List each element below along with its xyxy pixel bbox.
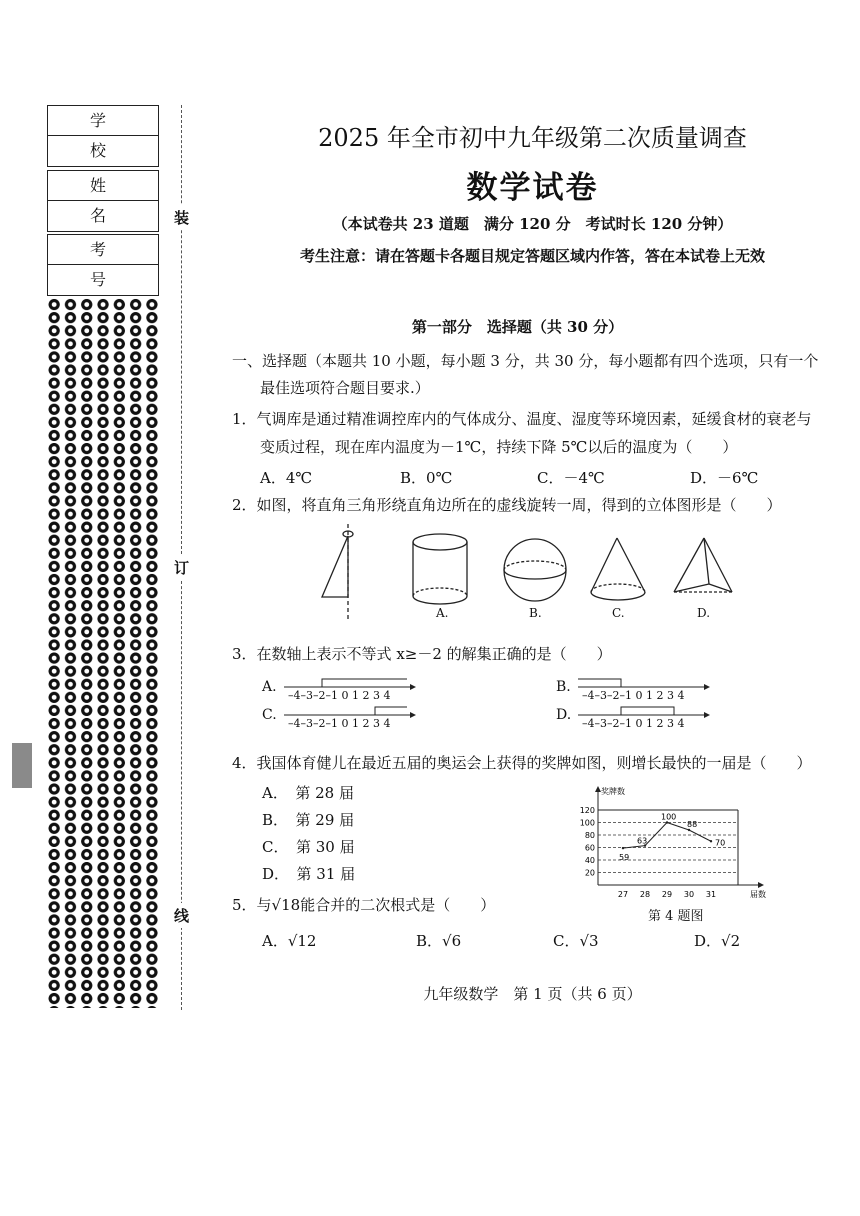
q4-option-a: A． 第 28 届 xyxy=(262,784,354,802)
q2-label-b: B. xyxy=(529,606,542,620)
grey-tab xyxy=(12,743,32,788)
x-axis-label: 届数 xyxy=(750,890,766,899)
q3-ticks-b: –4–3–2–1 0 1 2 3 4 xyxy=(582,689,685,702)
data-point xyxy=(710,840,712,842)
q5-option-c: C．√3 xyxy=(553,932,599,950)
q3-ticks-a: –4–3–2–1 0 1 2 3 4 xyxy=(288,689,391,702)
q4-option-b: B． 第 29 届 xyxy=(262,811,355,829)
q2-text: 2．如图，将直角三角形绕直角边所在的虚线旋转一周，得到的立体图形是（ ） xyxy=(232,496,782,514)
x-tick-label: 31 xyxy=(705,890,717,899)
q3-option-b: B. xyxy=(556,679,571,695)
q2-sphere xyxy=(504,539,566,601)
data-point xyxy=(666,821,668,823)
q1-line2: 变质过程，现在库内温度为－1℃，持续下降 5℃以后的温度为（ ） xyxy=(260,438,738,456)
y-tick-label: 60 xyxy=(584,843,595,853)
school-label: 学校 xyxy=(48,106,158,136)
exam-title: 2025 年全市初中九年级第二次质量调查 xyxy=(318,124,747,152)
exam-notice: 考生注意：请在答题卡各题目规定答题区域内作答，答在本试卷上无效 xyxy=(299,247,765,265)
name-label: 姓名 xyxy=(48,171,158,201)
id-label: 考号 xyxy=(48,235,158,265)
data-label: 100 xyxy=(661,812,677,822)
q3-option-c: C. xyxy=(262,707,277,723)
x-axis-arrow xyxy=(758,882,764,888)
section-instruction-2: 最佳选项符合题目要求.） xyxy=(260,379,430,397)
q2-triangle xyxy=(322,524,353,620)
q4-option-d: D． 第 31 届 xyxy=(262,865,356,883)
q5-text: 5．与√18能合并的二次根式是（ ） xyxy=(232,896,496,914)
y-tick-label: 40 xyxy=(584,856,595,865)
x-tick-label: 28 xyxy=(639,890,651,899)
q2-label-c: C. xyxy=(612,606,625,620)
decorative-border-pattern xyxy=(46,298,160,1008)
data-point xyxy=(688,829,690,831)
data-label: 59 xyxy=(619,853,630,863)
q1-option-d: D．－6℃ xyxy=(690,469,759,487)
y-tick-label: 80 xyxy=(584,831,595,840)
q3-option-d: D. xyxy=(556,707,572,723)
q4-caption: 第 4 题图 xyxy=(648,909,704,924)
section-instruction-1: 一、选择题（本题共 10 小题，每小题 3 分，共 30 分，每小题都有四个选项，只有一个 xyxy=(232,352,819,370)
subject-title: 数学试卷 xyxy=(466,170,599,206)
binding-char-xian: 线 xyxy=(174,903,189,928)
y-tick-label: 100 xyxy=(579,818,595,828)
q2-cylinder xyxy=(413,534,467,604)
q1-line1: 1．气调库是通过精准调控库内的气体成分、温度、湿度等环境因素，延缓食材的衰老与 xyxy=(232,410,812,428)
q5-option-b: B．√6 xyxy=(416,932,462,950)
q3-ticks-c: –4–3–2–1 0 1 2 3 4 xyxy=(288,717,391,730)
q3-text: 3．在数轴上表示不等式 x≥－2 的解集正确的是（ ） xyxy=(232,645,612,663)
q4-option-c: C． 第 30 届 xyxy=(262,838,355,856)
y-tick-label: 20 xyxy=(584,868,595,878)
binding-char-ding: 订 xyxy=(174,555,189,580)
data-point xyxy=(622,847,624,849)
x-tick-label: 29 xyxy=(661,890,673,899)
q4-text: 4．我国体育健儿在最近五届的奥运会上获得的奖牌如图，则增长最快的一届是（ ） xyxy=(232,754,812,772)
section-title: 第一部分 选择题（共 30 分） xyxy=(411,318,624,336)
page-footer: 九年级数学 第 1 页（共 6 页） xyxy=(423,985,642,1003)
q1-option-a: A．4℃ xyxy=(260,469,313,487)
data-label: 88 xyxy=(687,820,698,829)
q1-option-b: B．0℃ xyxy=(400,469,453,487)
x-tick-label: 27 xyxy=(617,890,629,899)
data-label: 70 xyxy=(715,838,726,848)
q1-option-c: C．－4℃ xyxy=(537,469,605,487)
q2-pyramid xyxy=(674,538,732,592)
x-tick-label: 30 xyxy=(683,890,695,899)
q3-option-a: A. xyxy=(262,679,277,695)
binding-char-zhuang: 装 xyxy=(174,205,189,230)
q5-option-a: A．√12 xyxy=(262,932,317,950)
q5-option-d: D．√2 xyxy=(694,932,741,950)
q2-label-a: A. xyxy=(436,606,449,620)
q2-cone xyxy=(591,538,645,600)
exam-info: （本试卷共 23 道题 满分 120 分 考试时长 120 分钟） xyxy=(332,215,733,233)
data-label: 63 xyxy=(637,836,648,846)
q3-ticks-d: –4–3–2–1 0 1 2 3 4 xyxy=(582,717,685,730)
y-tick-label: 120 xyxy=(579,806,595,815)
y-axis-label: 奖牌数 xyxy=(601,787,625,796)
q2-label-d: D. xyxy=(697,606,711,620)
q4-medal-chart xyxy=(578,780,768,905)
